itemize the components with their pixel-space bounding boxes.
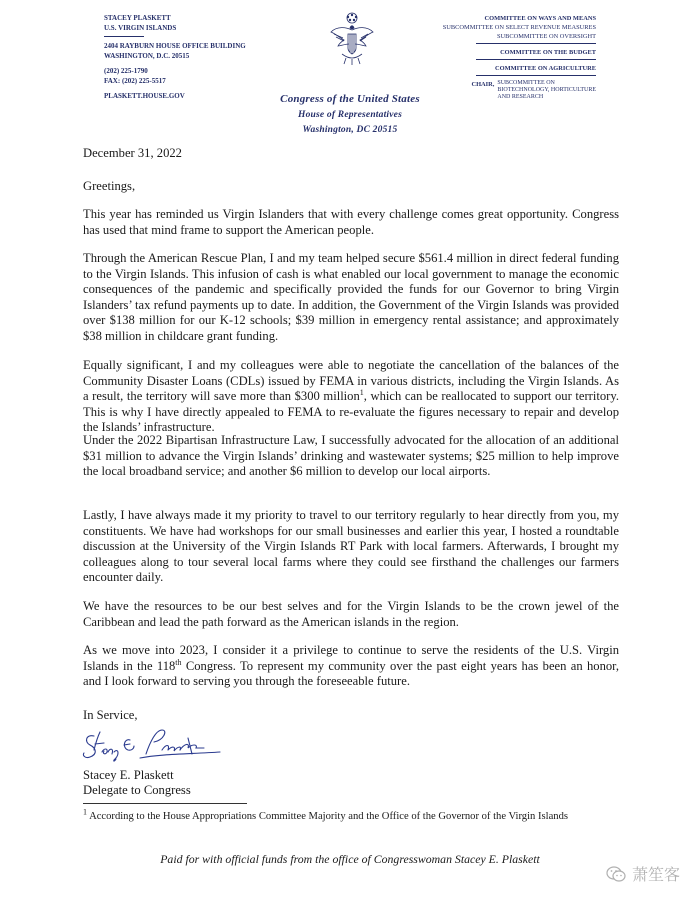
letterhead-city: WASHINGTON, D.C. 20515 [104, 51, 190, 60]
letterhead-website: PLASKETT.HOUSE.GOV [104, 92, 185, 100]
committee-agriculture: COMMITTEE ON AGRICULTURE [495, 65, 596, 72]
footnote-marker: 1 [359, 388, 364, 397]
chair-subcommittee [426, 80, 596, 101]
paragraph-3-part-a: Equally significant, I and my colleagues were able to negotiate the cancellation of the balances of the Community Disaster Loans (CDLs) issued by FEMA in various districts, including the Virgin Islands. As a result, the territory will save more than $300 million [83, 358, 619, 404]
congress-title: Congress of the United States [280, 93, 420, 105]
ordinal-suffix: th [175, 657, 182, 667]
congress-seal-icon [328, 10, 376, 84]
signature-icon [80, 724, 230, 766]
subcommittee-revenue: SUBCOMMITTEE ON SELECT REVENUE MEASURES [442, 24, 596, 31]
letterhead-phone: (202) 225-1790 [104, 67, 148, 75]
footnote-text: According to the House Appropriations Committee Majority and the Office of the Governor of the Virgin Islands [87, 811, 568, 822]
watermark [606, 862, 680, 885]
paragraph-1: This year has reminded us Virgin Islanders that with every challenge comes great opportunity. Congress has used that mind frame to support the American people. [83, 207, 619, 237]
chair-label: CHAIR, [471, 81, 495, 88]
footnote [83, 807, 568, 823]
chair-line-1: SUBCOMMITTEE ON [497, 80, 555, 86]
paragraph-7 [83, 643, 619, 690]
paragraph-3-part-b: , which can be reallocated to support our territory. This is why I have directly appealed to FEMA to re-evaluate the figures necessary to repair and develop the Islands’ infrastructure. [83, 389, 619, 435]
chair-line-2: BIOTECHNOLOGY, HORTICULTURE [497, 87, 596, 93]
committee-list [426, 14, 596, 101]
subcommittee-oversight: SUBCOMMITTEE ON OVERSIGHT [496, 33, 596, 40]
wechat-icon [606, 865, 626, 883]
footnote-divider [83, 803, 247, 804]
signer-title: Delegate to Congress [83, 783, 191, 797]
letter-closing: In Service, [83, 708, 138, 722]
paragraph-7-part-b: Congress. To represent my community over the past eight years has been an honor, and I look forward to serving you through the foreseeable future. [83, 658, 619, 689]
paragraph-3 [83, 358, 619, 436]
chair-line-3: AND RESEARCH [497, 94, 544, 100]
letterhead-divider [104, 36, 144, 37]
paid-for-disclaimer: Paid for with official funds from the office of Congresswoman Stacey E. Plaskett [160, 852, 540, 866]
paragraph-7-part-a: As we move into 2023, I consider it a privilege to continue to serve the residents of the U.S. Virgin Islands in the 118 [83, 643, 619, 673]
letterhead-name: STACEY PLASKETT [104, 14, 171, 22]
paragraph-6: We have the resources to be our best selves and for the Virgin Islands to be the crown jewel of the Caribbean and lead the path forward as the American islands in the region. [83, 599, 619, 629]
house-title: House of Representatives [297, 110, 402, 120]
letterhead-fax: FAX: (202) 225-5517 [104, 76, 166, 85]
signer-name: Stacey E. Plaskett [83, 768, 174, 782]
paragraph-5: Lastly, I have always made it my priority to travel to our territory regularly to hear directly from you, my constituents. We have had workshops for our small businesses and earlier this year, I hosted a roundtable discussion at the University of the Virgin Islands RT Park with local farmers. Afterwards, I brought my colleagues along to tour several local farms where they could see firsthand the challenges our farmers encounter daily. [83, 508, 619, 585]
paragraph-2: Through the American Rescue Plan, I and my team helped secure $561.4 million in direct federal funding to the Virgin Islands. This infusion of cash is what enabled our local government to manage the economic consequences of the pandemic and specifically provided the funds for our Governor to bring Virgin Islanders’ tax refund payments up to date. In addition, the Government of the Virgin Islands was provided over $138 million for our K-12 schools; $39 million in emergency rental assistance; and approximately $38 million in childcare grant funding. [83, 251, 619, 343]
committee-budget: COMMITTEE ON THE BUDGET [500, 49, 596, 56]
letter-greeting: Greetings, [83, 179, 136, 193]
letterhead-district: U.S. VIRGIN ISLANDS [104, 23, 177, 32]
letterhead-contact [104, 14, 246, 102]
watermark-text: 萧笙客 [631, 865, 680, 884]
committee-ways-means: COMMITTEE ON WAYS AND MEANS [484, 15, 596, 22]
letter-date: December 31, 2022 [83, 146, 182, 160]
letterhead-office: 2404 RAYBURN HOUSE OFFICE BUILDING [104, 42, 246, 50]
paragraph-4: Under the 2022 Bipartisan Infrastructure Law, I successfully advocated for the allocation of an additional $31 million to advance the Virgin Islands’ drinking and wastewater systems; $25 million to help improve the local broadband service; and another $6 million to develop our local airports. [83, 433, 619, 479]
footnote-number: 1 [83, 807, 87, 817]
congress-address: Washington, DC 20515 [302, 125, 398, 135]
